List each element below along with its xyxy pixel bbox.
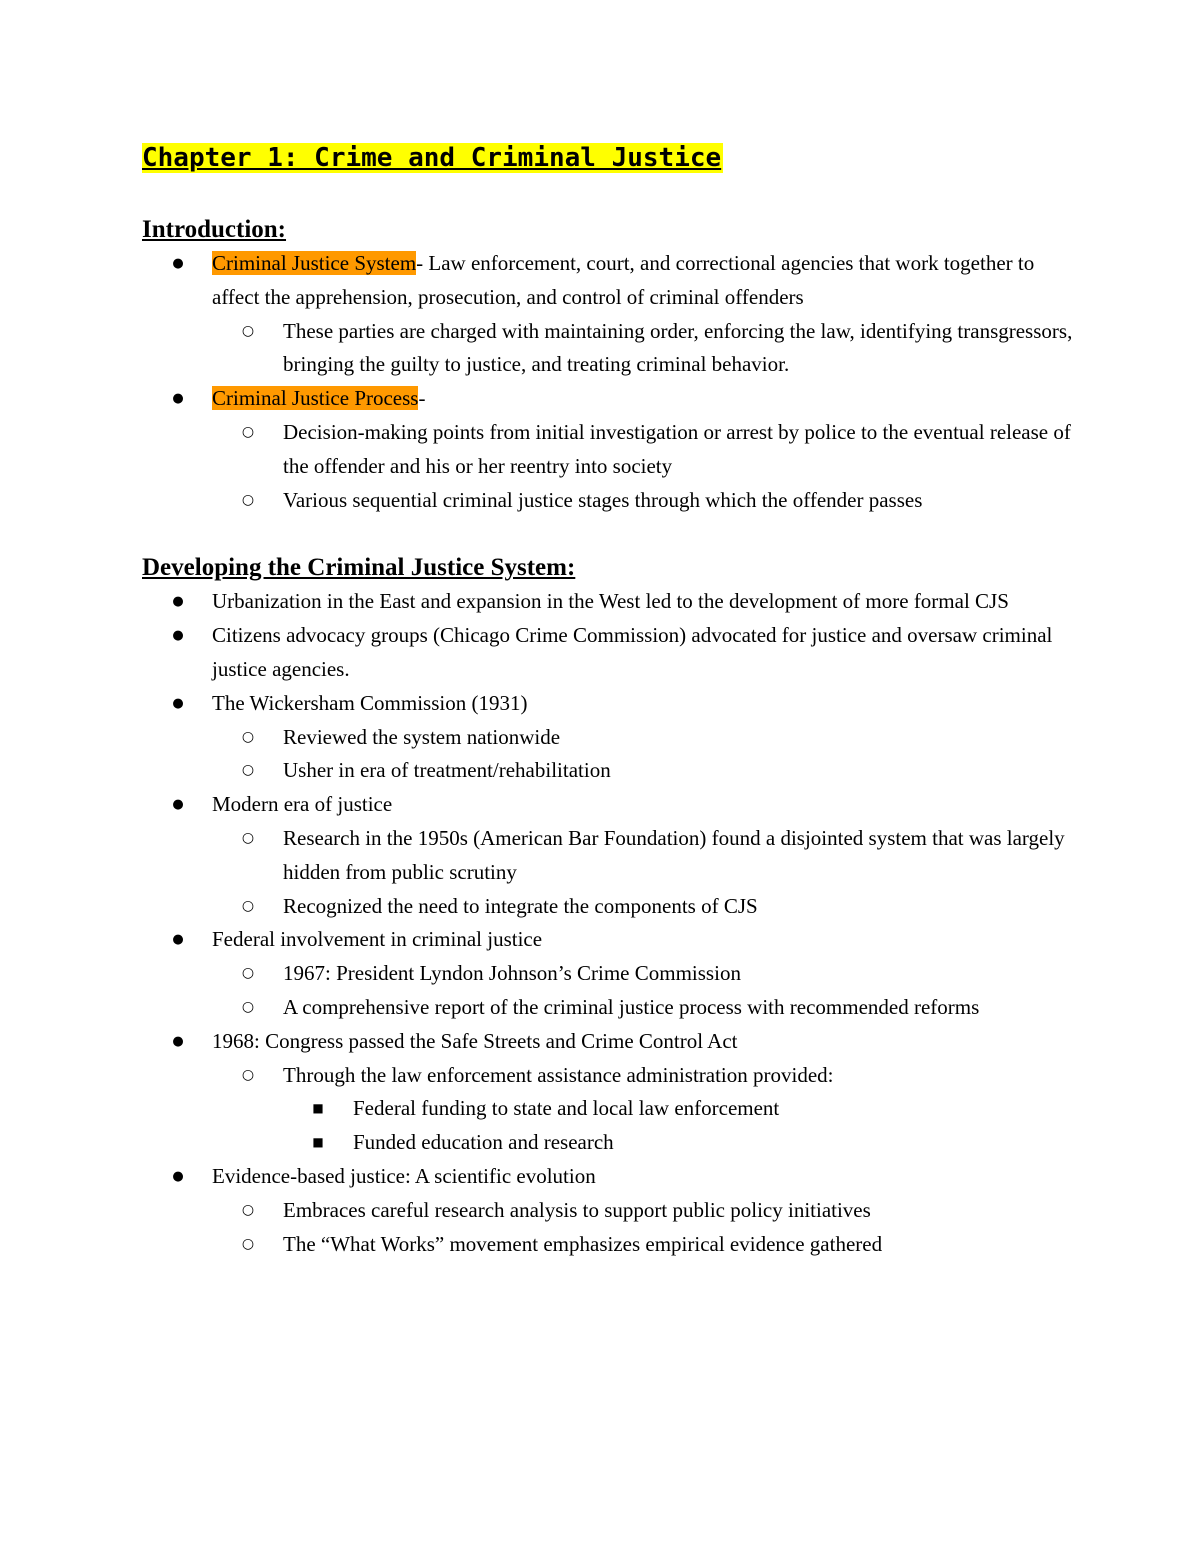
list-item-text: These parties are charged with maintaining order, enforcing the law, identifying transgressors, bringing the guilty to justice, and treating criminal behavior. [283, 318, 1073, 377]
list-item-text: Citizens advocacy groups (Chicago Crime Commission) advocated for justice and oversaw criminal justice agencies. [212, 623, 1053, 681]
list-item-text: Federal involvement in criminal justice [212, 927, 543, 952]
sub-list-item [142, 890, 1082, 924]
sub-list-item [142, 721, 1082, 755]
list-item [142, 788, 1082, 822]
list-item [142, 923, 1082, 957]
list-item [142, 619, 1082, 687]
introduction-list [142, 247, 1082, 517]
bullet-marker: ● [172, 628, 184, 644]
bullet-marker: ● [172, 1033, 184, 1049]
list-item-text: Reviewed the system nationwide [283, 724, 561, 749]
bullet-marker: ● [172, 695, 184, 711]
list-item [142, 382, 1082, 416]
list-item-text: A comprehensive report of the criminal justice process with recommended reforms [283, 994, 980, 1019]
square-bullet-marker: ■ [312, 1135, 324, 1150]
developing-cjs-list [142, 585, 1082, 1261]
list-item-text: Various sequential criminal justice stages through which the offender passes [283, 487, 923, 512]
list-item-text: Recognized the need to integrate the components of CJS [283, 893, 758, 918]
sub-bullet-marker: ○ [241, 491, 255, 508]
list-item-text: Urbanization in the East and expansion in the West led to the development of more formal CJS [212, 589, 1009, 614]
bullet-marker: ● [172, 797, 184, 813]
sub-bullet-marker: ○ [241, 897, 255, 914]
list-item-text: Embraces careful research analysis to support public policy initiatives [283, 1197, 871, 1222]
sub-bullet-marker: ○ [241, 423, 255, 440]
list-item [142, 585, 1082, 619]
bullet-marker: ● [172, 256, 184, 271]
chapter-title-text: Chapter 1: Crime and Criminal Justice [142, 143, 722, 173]
sub-list-item [142, 1194, 1082, 1228]
list-item-text: The “What Works” movement emphasizes empirical evidence gathered [283, 1231, 883, 1256]
highlighted-term: Criminal Justice Process [212, 386, 419, 411]
sub-bullet-marker: ○ [241, 965, 255, 982]
list-item-text: 1967: President Lyndon Johnson’s Crime Commission [283, 961, 741, 986]
sub-list-item [142, 754, 1082, 788]
chapter-title [142, 140, 1082, 176]
list-item-text: Modern era of justice [212, 792, 393, 817]
bullet-marker: ● [172, 391, 184, 407]
sub-bullet-marker: ○ [241, 829, 255, 846]
list-item-text: Federal funding to state and local law enforcement [353, 1096, 780, 1121]
sub-bullet-marker: ○ [241, 1066, 255, 1083]
sub-sub-list-item [142, 1092, 1082, 1126]
document-body [142, 140, 1082, 1261]
sub-list-item [142, 1059, 1082, 1093]
section-heading-introduction: Introduction: [142, 216, 287, 243]
list-item [142, 1025, 1082, 1059]
section-heading-developing-cjs: Developing the Criminal Justice System: [142, 554, 576, 582]
sub-list-item [142, 991, 1082, 1025]
sub-bullet-marker: ○ [241, 998, 255, 1015]
bullet-marker: ● [172, 1168, 184, 1184]
bullet-marker: ● [172, 932, 184, 948]
list-item-text: Research in the 1950s (American Bar Foundation) found a disjointed system that was largely hidden from public scrutiny [283, 825, 1065, 884]
highlighted-term: Criminal Justice System [212, 251, 417, 275]
sub-list-item [142, 315, 1082, 383]
sub-list-item [142, 957, 1082, 991]
list-item [142, 1160, 1082, 1194]
sub-bullet-marker: ○ [241, 1235, 255, 1252]
list-item-text: Funded education and research [353, 1130, 614, 1155]
sub-list-item [142, 484, 1082, 518]
list-item-text: The Wickersham Commission (1931) [212, 690, 528, 715]
square-bullet-marker: ■ [312, 1101, 324, 1116]
list-item-text: Usher in era of treatment/rehabilitation [283, 758, 611, 783]
sub-bullet-marker: ○ [241, 762, 255, 779]
sub-list-item [142, 416, 1082, 484]
sub-bullet-marker: ○ [241, 728, 255, 745]
list-item-text: 1968: Congress passed the Safe Streets and Crime Control Act [212, 1028, 738, 1053]
list-item-text [212, 382, 1082, 416]
sub-bullet-marker: ○ [241, 322, 255, 339]
sub-list-item [142, 822, 1082, 890]
sub-bullet-marker: ○ [241, 1201, 255, 1218]
list-item-text: Decision-making points from initial investigation or arrest by police to the eventual release of the offender and his or her reentry into society [283, 419, 1071, 478]
list-item-text: Evidence-based justice: A scientific evolution [212, 1163, 596, 1188]
list-item-text [212, 247, 1082, 315]
bullet-marker: ● [172, 594, 184, 610]
term-definition: - Law enforcement, court, and correctional agencies that work together to affect the apprehension, prosecution, and control of criminal offenders [212, 251, 1035, 309]
list-item [142, 687, 1082, 721]
list-item [142, 247, 1082, 315]
term-definition: - [418, 386, 426, 411]
list-item-text: Through the law enforcement assistance administration provided: [283, 1062, 834, 1087]
sub-sub-list-item [142, 1126, 1082, 1160]
sub-list-item [142, 1228, 1082, 1262]
